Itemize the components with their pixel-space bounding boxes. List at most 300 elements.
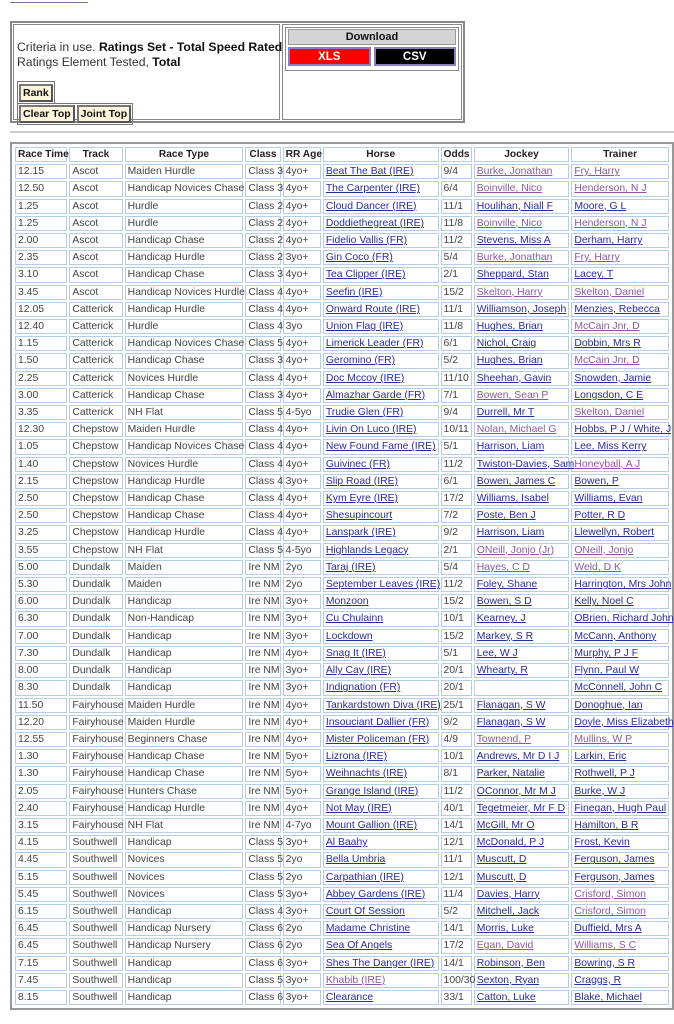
cell-rr-age: 5yo+ xyxy=(283,784,321,799)
horse-link[interactable]: Indignation (FR) xyxy=(325,682,401,694)
cell-class: Class 5 xyxy=(245,973,280,988)
trainer-link[interactable]: Weld, D K xyxy=(574,561,621,573)
trainer-link[interactable]: Skelton, Daniel xyxy=(574,286,645,298)
cell-trainer xyxy=(571,353,669,368)
cell-rr-age: 3yo+ xyxy=(283,594,321,609)
jockey-link[interactable]: McGill, Mr O xyxy=(476,819,535,831)
cell-horse xyxy=(323,285,439,300)
cell-trainer xyxy=(571,577,672,592)
table-row xyxy=(15,611,669,626)
trainer-link[interactable]: Lacey, T xyxy=(574,269,614,281)
cell-horse xyxy=(323,199,439,214)
trainer-link[interactable]: Ferguson, James xyxy=(574,854,655,866)
trainer-link[interactable]: Murphy, P J F xyxy=(574,647,639,659)
cell-race-type: Novices xyxy=(125,852,244,867)
jockey-link[interactable]: Sheppard, Stan xyxy=(476,269,549,281)
cell-odds: 11/1 xyxy=(441,852,472,867)
cell-horse xyxy=(323,388,439,403)
trainer-link[interactable]: Mullins, W P xyxy=(574,733,633,745)
cell-race-type: Handicap Chase xyxy=(125,353,244,368)
jockey-link[interactable]: Skelton, Harry xyxy=(476,286,543,298)
trainer-link[interactable]: Henderson, N J xyxy=(574,217,647,229)
cell-jockey xyxy=(474,904,570,919)
cell-race-time: 12.20 xyxy=(15,715,67,730)
horse-link[interactable]: Tankardstown Diva (IRE) xyxy=(325,699,441,711)
cell-race-time: 5.45 xyxy=(15,887,67,902)
download-xls-button[interactable]: XLS xyxy=(288,47,371,66)
cell-rr-age: 3yo+ xyxy=(283,611,321,626)
clear-top-button[interactable]: Clear Top xyxy=(19,105,75,123)
cell-class: Class 4 xyxy=(245,422,280,437)
horse-link[interactable]: Carpathian (IRE) xyxy=(325,871,404,883)
trainer-link[interactable]: Donoghue, Ian xyxy=(574,699,643,711)
cell-track: Ascot xyxy=(69,250,122,265)
trainer-link[interactable]: Duffield, Mrs A xyxy=(574,923,642,935)
cell-race-time: 3.55 xyxy=(15,543,67,558)
cell-horse xyxy=(323,749,439,764)
horse-link[interactable]: Beat The Bat (IRE) xyxy=(325,166,414,178)
trainer-link[interactable]: Menzies, Rebecca xyxy=(574,303,660,315)
cell-race-time: 4.45 xyxy=(15,852,67,867)
cell-track: Southwell xyxy=(69,835,122,850)
jockey-link[interactable]: Foley, Shane xyxy=(476,579,538,591)
cell-jockey xyxy=(474,611,570,626)
horse-link[interactable]: Lanspark (IRE) xyxy=(325,527,396,539)
jockey-link[interactable]: Boinville, Nico xyxy=(476,217,542,229)
horse-link[interactable]: Snag It (IRE) xyxy=(325,647,386,659)
cell-class: Ire NM xyxy=(245,629,280,644)
cell-trainer xyxy=(571,439,669,454)
cell-class: Class 5 xyxy=(245,543,280,558)
trainer-link[interactable]: McConnell, John C xyxy=(574,682,663,694)
cell-race-type: Handicap Nursery xyxy=(125,938,244,953)
horse-link[interactable]: Gin Coco (FR) xyxy=(325,252,393,264)
cell-race-time: 6.45 xyxy=(15,921,67,936)
horse-link[interactable]: Ally Cay (IRE) xyxy=(325,665,392,677)
jockey-link[interactable]: Muscutt, D xyxy=(476,854,527,866)
horse-link[interactable]: Seefin (IRE) xyxy=(325,286,383,298)
trainer-link[interactable]: Crisford, Simon xyxy=(574,888,646,900)
cell-track: Fairyhouse xyxy=(69,715,122,730)
horse-link[interactable]: Tea Clipper (IRE) xyxy=(325,269,406,281)
cell-odds: 6/1 xyxy=(441,474,472,489)
cell-trainer xyxy=(571,749,669,764)
cell-trainer xyxy=(571,698,669,713)
cell-jockey xyxy=(474,594,570,609)
cell-trainer xyxy=(571,921,669,936)
cell-track: Dundalk xyxy=(69,646,122,661)
jockey-link[interactable]: Burke, Jonathan xyxy=(476,252,553,264)
cell-horse xyxy=(323,852,439,867)
cell-trainer xyxy=(571,457,669,472)
trainer-link[interactable]: Craggs, R xyxy=(574,974,622,986)
jockey-link[interactable]: Bowen, James C xyxy=(476,475,556,487)
jockey-link[interactable]: Andrews, Mr D I J xyxy=(476,751,560,763)
cell-jockey xyxy=(474,938,570,953)
jockey-link[interactable]: Bowen, S D xyxy=(476,596,532,608)
horse-link[interactable]: New Found Fame (IRE) xyxy=(325,441,436,453)
cell-trainer xyxy=(571,336,669,351)
jockey-link[interactable]: Flanagan, S W xyxy=(476,716,546,728)
cell-odds: 10/1 xyxy=(441,749,472,764)
trainer-link[interactable]: Snowden, Jamie xyxy=(574,372,652,384)
cell-track: Chepstow xyxy=(69,491,122,506)
trainer-link[interactable]: Fry, Harry xyxy=(574,166,620,178)
cell-race-time: 1.25 xyxy=(15,199,67,214)
trainer-link[interactable]: Harrington, Mrs John xyxy=(574,579,672,591)
trainer-link[interactable]: Hamilton, B R xyxy=(574,819,639,831)
jockey-link[interactable]: McDonald, P J xyxy=(476,837,545,849)
trainer-link[interactable]: Potter, R D xyxy=(574,510,626,522)
table-row xyxy=(15,181,669,196)
trainer-link[interactable]: OBrien, Richard John xyxy=(574,613,674,625)
horse-link[interactable]: Limerick Leader (FR) xyxy=(325,338,424,350)
rank-button[interactable]: Rank xyxy=(19,84,53,102)
criteria-info xyxy=(13,24,283,120)
jockey-link[interactable]: Stevens, Miss A xyxy=(476,235,551,247)
jockey-link[interactable]: Tegetmeier, Mr F D xyxy=(476,802,566,814)
cell-odds: 20/1 xyxy=(441,680,472,695)
jockey-link[interactable]: Hughes, Brian xyxy=(476,355,543,367)
cell-track: Chepstow xyxy=(69,457,122,472)
jockey-link[interactable]: Williamson, Joseph xyxy=(476,303,567,315)
table-row xyxy=(15,216,669,231)
cell-jockey xyxy=(474,560,570,575)
horse-link[interactable]: Not May (IRE) xyxy=(325,802,392,814)
cell-race-type: Handicap Chase xyxy=(125,491,244,506)
jockey-link[interactable]: Davies, Harry xyxy=(476,888,540,900)
cell-race-time: 2.25 xyxy=(15,371,67,386)
trainer-link[interactable]: Dobbin, Mrs R xyxy=(574,338,641,350)
jockey-link[interactable]: Sexton, Ryan xyxy=(476,974,540,986)
table-row xyxy=(15,474,669,489)
clipped-top-link[interactable] xyxy=(10,0,88,3)
cell-odds: 100/30 xyxy=(441,973,472,988)
cell-trainer xyxy=(571,938,669,953)
cell-odds: 11/4 xyxy=(441,887,472,902)
jockey-link[interactable]: Robinson, Ben xyxy=(476,957,545,969)
cell-horse xyxy=(323,887,439,902)
jockey-link[interactable]: Poste, Ben J xyxy=(476,510,536,522)
horse-link[interactable]: Shes The Danger (IRE) xyxy=(325,957,435,969)
horse-link[interactable]: Highlands Legacy xyxy=(325,544,409,556)
trainer-link[interactable]: Doyle, Miss Elizabeth xyxy=(574,716,674,728)
cell-rr-age: 2yo xyxy=(283,577,321,592)
cell-rr-age: 3yo+ xyxy=(283,680,321,695)
cell-rr-age: 3yo+ xyxy=(283,887,321,902)
jockey-link[interactable]: Mitchell, Jack xyxy=(476,905,540,917)
trainer-link[interactable]: Fry, Harry xyxy=(574,252,620,264)
cell-race-time: 8.30 xyxy=(15,680,67,695)
cell-horse xyxy=(323,508,439,523)
cell-class: Class 5 xyxy=(245,852,280,867)
cell-jockey xyxy=(474,887,570,902)
horse-link[interactable]: Slip Road (IRE) xyxy=(325,475,399,487)
table-row xyxy=(15,371,669,386)
horse-link[interactable]: Monzoon xyxy=(325,596,369,608)
cell-horse xyxy=(323,801,439,816)
horse-link[interactable]: Lockdown xyxy=(325,630,373,642)
cell-track: Dundalk xyxy=(69,663,122,678)
horse-link[interactable]: Bella Umbria xyxy=(325,854,386,866)
table-row xyxy=(15,285,669,300)
trainer-link[interactable]: McCann, Anthony xyxy=(574,630,657,642)
table-row xyxy=(15,904,669,919)
horse-link[interactable]: Al Baahy xyxy=(325,837,368,849)
jockey-link[interactable]: Durrell, Mr T xyxy=(476,407,535,419)
cell-jockey xyxy=(474,852,570,867)
jockey-link[interactable]: Nichol, Craig xyxy=(476,338,537,350)
cell-race-type: Hurdle xyxy=(125,199,244,214)
cell-rr-age: 2yo xyxy=(283,870,321,885)
cell-race-type: Non-Handicap xyxy=(125,611,244,626)
cell-odds: 11/8 xyxy=(441,216,472,231)
table-row xyxy=(15,663,669,678)
cell-horse xyxy=(323,525,439,540)
jockey-link[interactable]: Kearney, J xyxy=(476,613,526,625)
cell-odds: 10/11 xyxy=(441,422,472,437)
cell-rr-age: 4yo+ xyxy=(283,715,321,730)
horse-link[interactable]: September Leaves (IRE) xyxy=(325,579,441,591)
cell-horse xyxy=(323,405,439,420)
jockey-link[interactable]: Houlihan, Niall F xyxy=(476,200,553,212)
jockey-link[interactable]: Morris, Luke xyxy=(476,923,534,935)
cell-horse xyxy=(323,629,439,644)
cell-rr-age: 3yo+ xyxy=(283,990,321,1005)
cell-race-time: 1.50 xyxy=(15,353,67,368)
table-row xyxy=(15,577,669,592)
cell-race-type: Handicap xyxy=(125,629,244,644)
cell-track: Ascot xyxy=(69,267,122,282)
cell-horse xyxy=(323,560,439,575)
cell-race-type: Beginners Chase xyxy=(125,732,244,747)
cell-rr-age: 4yo+ xyxy=(283,371,321,386)
trainer-link[interactable]: Larkin, Eric xyxy=(574,751,627,763)
horse-link[interactable]: Livin On Luco (IRE) xyxy=(325,424,417,436)
trainer-link[interactable]: Lee, Miss Kerry xyxy=(574,441,647,453)
horse-link[interactable]: Shesupincourt xyxy=(325,510,393,522)
cell-race-time: 5.00 xyxy=(15,560,67,575)
horse-link[interactable]: Mount Gallion (IRE) xyxy=(325,819,418,831)
horse-link[interactable]: Cloud Dancer (IRE) xyxy=(325,200,417,212)
trainer-link[interactable]: Rothwell, P J xyxy=(574,768,635,780)
trainer-link[interactable]: ONeill, Jonjo xyxy=(574,544,634,556)
criteria-ratings-set: Ratings Set - Total Speed Rated xyxy=(98,40,283,54)
cell-trainer xyxy=(571,663,669,678)
cell-track: Catterick xyxy=(69,319,122,334)
cell-rr-age: 4yo+ xyxy=(283,646,321,661)
table-row xyxy=(15,302,669,317)
jockey-link[interactable]: Egan, David xyxy=(476,940,534,952)
column-header-class: Class xyxy=(245,147,280,162)
cell-jockey xyxy=(474,216,570,231)
trainer-link[interactable]: Crisford, Simon xyxy=(574,905,646,917)
cell-track: Ascot xyxy=(69,199,122,214)
trainer-link[interactable]: Finegan, Hugh Paul xyxy=(574,802,667,814)
cell-odds: 4/9 xyxy=(441,732,472,747)
trainer-link[interactable]: Blake, Michael xyxy=(574,991,642,1003)
trainer-link[interactable]: Bowen, P xyxy=(574,475,619,487)
horse-link[interactable]: Fidelio Vallis (FR) xyxy=(325,235,408,247)
cell-trainer xyxy=(571,491,669,506)
cell-race-time: 8.15 xyxy=(15,990,67,1005)
cell-race-type: Maiden Hurdle xyxy=(125,715,244,730)
horse-link[interactable]: Abbey Gardens (IRE) xyxy=(325,888,426,900)
cell-jockey xyxy=(474,646,570,661)
horse-link[interactable]: Mister Policeman (FR) xyxy=(325,733,430,745)
cell-odds: 25/1 xyxy=(441,698,472,713)
cell-rr-age: 4yo+ xyxy=(283,285,321,300)
trainer-link[interactable]: Skelton, Daniel xyxy=(574,407,645,419)
cell-class: Class 4 xyxy=(245,457,280,472)
cell-race-type: NH Flat xyxy=(125,818,244,833)
table-row xyxy=(15,233,669,248)
cell-race-time: 7.45 xyxy=(15,973,67,988)
jockey-link[interactable]: Catton, Luke xyxy=(476,991,536,1003)
jockey-link[interactable]: Whearty, R xyxy=(476,665,528,677)
cell-rr-age: 4yo+ xyxy=(283,801,321,816)
cell-class: Class 6 xyxy=(245,921,280,936)
cell-race-time: 1.05 xyxy=(15,439,67,454)
jockey-link[interactable]: Parker, Natalie xyxy=(476,768,545,780)
horse-link[interactable]: The Carpenter (IRE) xyxy=(325,183,420,195)
horse-link[interactable]: Union Flag (IRE) xyxy=(325,321,404,333)
cell-race-type: Handicap xyxy=(125,904,244,919)
trainer-link[interactable]: Derham, Harry xyxy=(574,235,643,247)
cell-odds: 9/4 xyxy=(441,164,472,179)
trainer-link[interactable]: Honeyball, A J xyxy=(574,458,641,470)
cell-horse xyxy=(323,250,439,265)
trainer-link[interactable]: Flynn, Paul W xyxy=(574,665,640,677)
horse-link[interactable]: Onward Route (IRE) xyxy=(325,303,420,315)
horse-link[interactable]: Madame Christine xyxy=(325,923,411,935)
horse-link[interactable]: Almazhar Garde (FR) xyxy=(325,389,426,401)
horse-link[interactable]: Geromino (FR) xyxy=(325,355,396,367)
horse-link[interactable]: Khabib (IRE) xyxy=(325,974,386,986)
jockey-link[interactable]: Hayes, C D xyxy=(476,561,530,573)
cell-trainer xyxy=(571,784,669,799)
cell-jockey xyxy=(474,285,570,300)
cell-race-type: Handicap Hurdle xyxy=(125,525,244,540)
cell-race-type: Handicap Hurdle xyxy=(125,302,244,317)
cell-class: Class 4 xyxy=(245,285,280,300)
trainer-link[interactable]: McCain Jnr, D xyxy=(574,321,640,333)
trainer-link[interactable]: Moore, G L xyxy=(574,200,627,212)
trainer-link[interactable]: Hobbs, P J / White, J xyxy=(574,424,672,436)
horse-link[interactable]: Taraj (IRE) xyxy=(325,561,376,573)
cell-race-time: 5.15 xyxy=(15,870,67,885)
cell-class: Class 5 xyxy=(245,887,280,902)
cell-jockey xyxy=(474,543,570,558)
cell-race-type: Handicap Chase xyxy=(125,749,244,764)
trainer-link[interactable]: McCain Jnr, D xyxy=(574,355,640,367)
jockey-link[interactable]: Muscutt, D xyxy=(476,871,527,883)
trainer-link[interactable]: Frost, Kevin xyxy=(574,837,630,849)
cell-jockey xyxy=(474,698,570,713)
cell-race-type: Handicap Nursery xyxy=(125,921,244,936)
cell-jockey xyxy=(474,921,570,936)
jockey-link[interactable]: Boinville, Nico xyxy=(476,183,542,195)
trainer-link[interactable]: Ferguson, James xyxy=(574,871,655,883)
jockey-link[interactable]: Flanagan, S W xyxy=(476,699,546,711)
cell-race-time: 7.00 xyxy=(15,629,67,644)
cell-rr-age: 4yo+ xyxy=(283,732,321,747)
cell-class: Ire NM xyxy=(245,766,280,781)
cell-race-type: Handicap Chase xyxy=(125,388,244,403)
horse-link[interactable]: Lizrona (IRE) xyxy=(325,751,388,763)
jockey-link[interactable]: Harrison, Liam xyxy=(476,527,545,539)
trainer-link[interactable]: Henderson, N J xyxy=(574,183,647,195)
horse-link[interactable]: Grange Island (IRE) xyxy=(325,785,419,797)
trainer-link[interactable]: Burke, W J xyxy=(574,785,626,797)
jockey-link[interactable]: Nolan, Michael G xyxy=(476,424,557,436)
cell-trainer xyxy=(571,422,672,437)
horse-link[interactable]: Clearance xyxy=(325,991,374,1003)
jockey-link[interactable]: Harrison, Liam xyxy=(476,441,545,453)
criteria-panel xyxy=(10,21,465,123)
cell-horse xyxy=(323,921,439,936)
jockey-link[interactable]: Townend, P xyxy=(476,733,532,745)
table-row xyxy=(15,680,669,695)
horse-link[interactable]: Insouciant Dallier (FR) xyxy=(325,716,430,728)
download-csv-button[interactable]: CSV xyxy=(374,47,457,66)
jockey-link[interactable]: Burke, Jonathan xyxy=(476,166,553,178)
jockey-link[interactable]: Lee, W J xyxy=(476,647,518,659)
jockey-link[interactable]: Sheehan, Gavin xyxy=(476,372,552,384)
table-row xyxy=(15,852,669,867)
horse-link[interactable]: Court Of Session xyxy=(325,905,405,917)
trainer-link[interactable]: Llewellyn, Robert xyxy=(574,527,655,539)
jockey-link[interactable]: OConnor, Mr M J xyxy=(476,785,556,797)
cell-race-time: 2.15 xyxy=(15,474,67,489)
trainer-link[interactable]: Longsdon, C E xyxy=(574,389,644,401)
jockey-link[interactable]: ONeill, Jonjo (Jr) xyxy=(476,544,555,556)
cell-rr-age: 3yo+ xyxy=(283,904,321,919)
horse-link[interactable]: Trudie Glen (FR) xyxy=(325,407,404,419)
cell-race-time: 4.15 xyxy=(15,835,67,850)
joint-top-button[interactable]: Joint Top xyxy=(77,105,131,123)
cell-trainer xyxy=(571,715,674,730)
cell-race-type: Handicap xyxy=(125,956,244,971)
jockey-link[interactable]: Williams, Isabel xyxy=(476,493,549,505)
cell-class: Ire NM xyxy=(245,577,280,592)
trainer-link[interactable]: Kelly, Noel C xyxy=(574,596,634,608)
jockey-link[interactable]: Markey, S R xyxy=(476,630,534,642)
horse-link[interactable]: Cu Chulainn xyxy=(325,613,384,625)
cell-jockey xyxy=(474,491,570,506)
trainer-link[interactable]: Bowring, S R xyxy=(574,957,635,969)
cell-race-type: Maiden Hurdle xyxy=(125,164,244,179)
horse-link[interactable]: Kym Eyre (IRE) xyxy=(325,493,398,505)
jockey-link[interactable]: Bowen, Sean P xyxy=(476,389,549,401)
horse-link[interactable]: Doc Mccoy (IRE) xyxy=(325,372,405,384)
jockey-link[interactable]: Hughes, Brian xyxy=(476,321,543,333)
cell-race-time: 12.30 xyxy=(15,422,67,437)
trainer-link[interactable]: Williams, S C xyxy=(574,940,637,952)
cell-track: Fairyhouse xyxy=(69,766,122,781)
trainer-link[interactable]: Williams, Evan xyxy=(574,493,643,505)
jockey-link[interactable]: Twiston-Davies, Sam xyxy=(476,458,575,470)
cell-jockey xyxy=(474,801,570,816)
horse-link[interactable]: Sea Of Angels xyxy=(325,940,393,952)
cell-rr-age: 2yo xyxy=(283,560,321,575)
cell-odds: 11/2 xyxy=(441,457,472,472)
horse-link[interactable]: Guivinec (FR) xyxy=(325,458,390,470)
criteria-element-prefix: Ratings Element Tested, xyxy=(17,55,149,69)
cell-horse xyxy=(323,181,439,196)
horse-link[interactable]: Weihnachts (IRE) xyxy=(325,768,408,780)
horse-link[interactable]: Doddiethegreat (IRE) xyxy=(325,217,425,229)
